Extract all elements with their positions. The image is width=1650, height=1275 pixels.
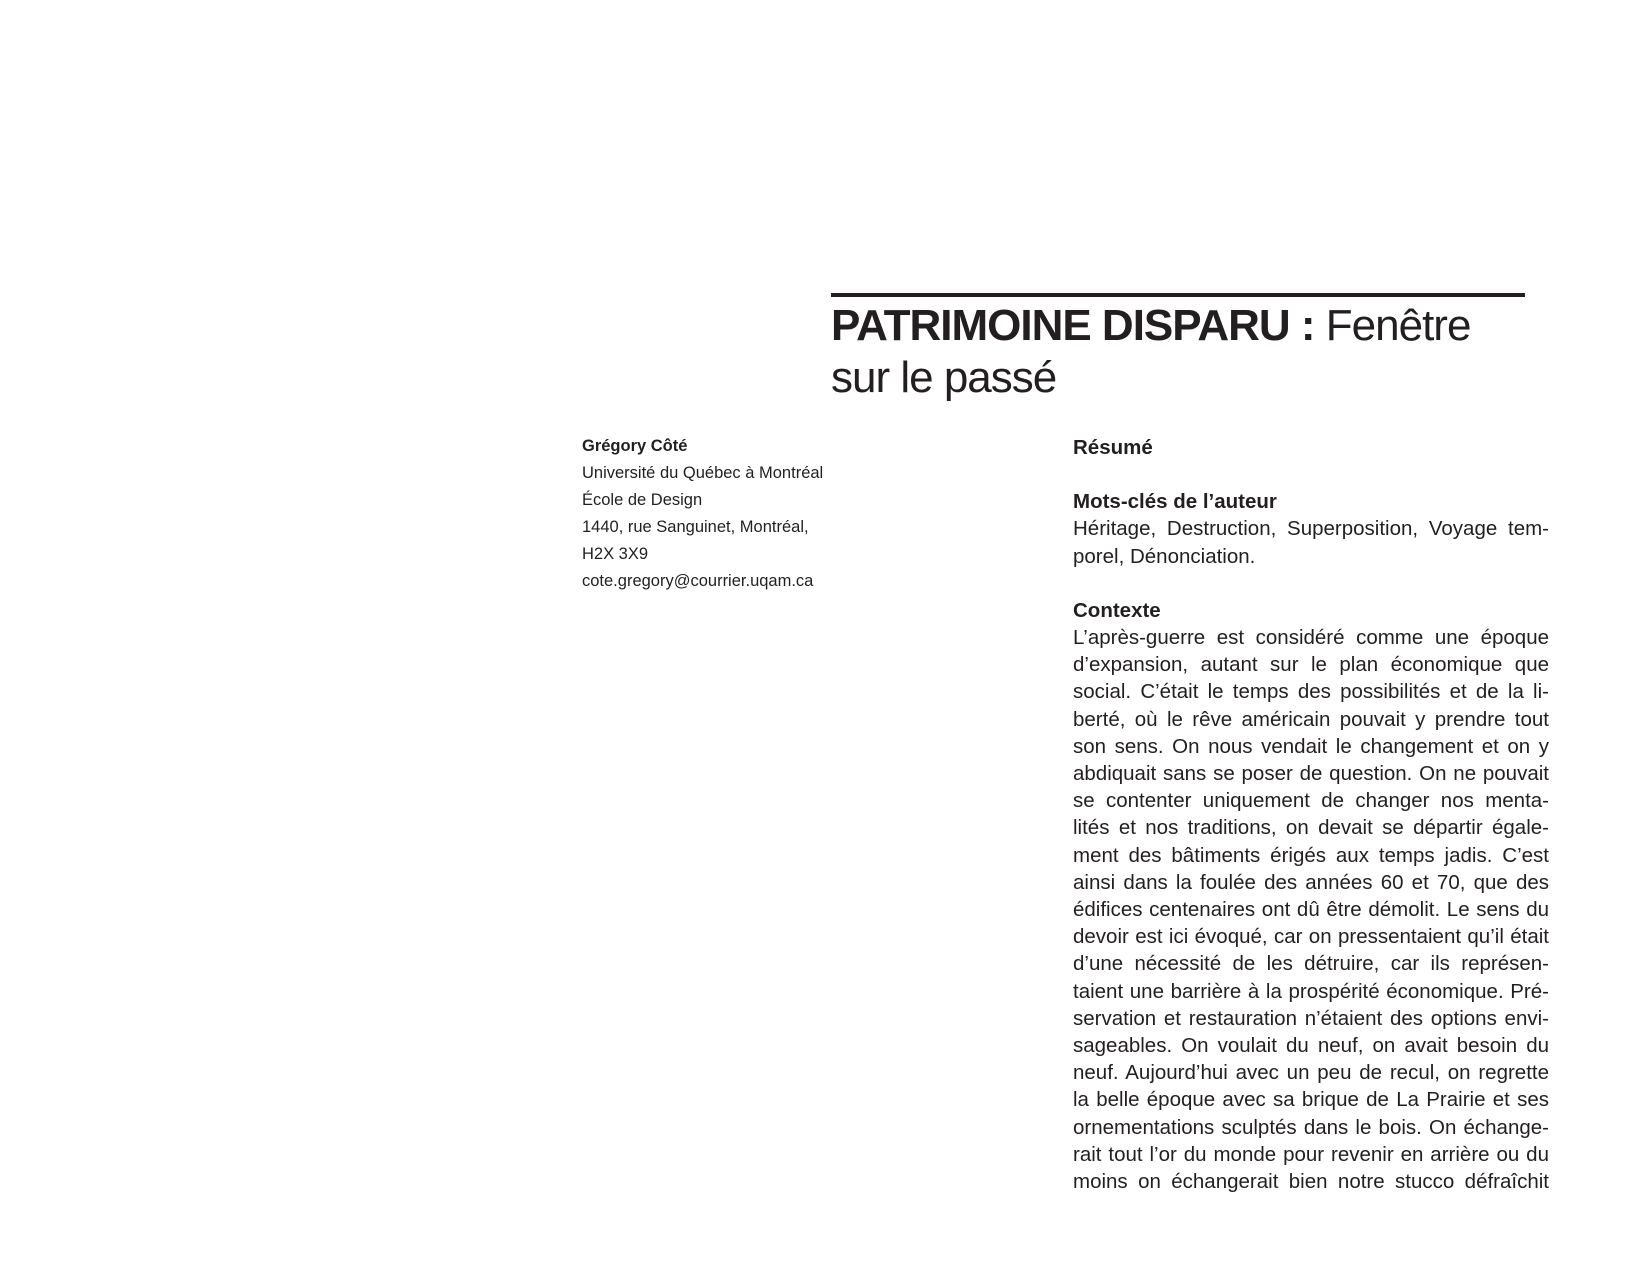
author-address-line1: 1440, rue Sanguinet, Montréal, [582, 518, 809, 536]
context-line: moins on échangerait bien notre stucco défraîchit [1073, 1170, 1549, 1194]
context-line: abdiquait sans se poser de question. On ne pouvait [1073, 762, 1549, 786]
context-line: rait tout l’or du monde pour revenir en arrière ou du [1073, 1142, 1549, 1166]
context-line: servation et restauration n’étaient des options envi- [1073, 1006, 1549, 1030]
context-line: devoir est ici évoqué, car on pressentaient qu’il était [1073, 925, 1549, 949]
author-school: École de Design [582, 491, 703, 509]
context-line: ornementations sculptés dans le bois. On échange- [1073, 1115, 1549, 1139]
context-line: neuf. Aujourd’hui avec un peu de recul, on regrette [1073, 1061, 1549, 1085]
author-address-line2: H2X 3X9 [582, 545, 649, 563]
context-line: berté, où le rêve américain pouvait y prendre tout [1073, 707, 1549, 731]
context-line: la belle époque avec sa brique de La Prairie et ses [1073, 1088, 1549, 1112]
keywords-heading: Mots-clés de l’auteur [1073, 490, 1277, 514]
context-line: ment des bâtiments érigés aux temps jadis. C’est [1073, 843, 1549, 867]
keywords-line: Héritage, Destruction, Superposition, Voyage tem- [1073, 517, 1549, 541]
context-line: social. C’était le temps des possibilités et de la li- [1073, 680, 1549, 704]
context-line: sageables. On voulait du neuf, on avait besoin du [1073, 1034, 1549, 1058]
resume-section [1073, 434, 1549, 461]
keywords-text [1073, 515, 1549, 569]
context-line: d’une nécessité de les détruire, car ils représen- [1073, 952, 1549, 976]
context-line: lités et nos traditions, on devait se départir égale- [1073, 816, 1549, 840]
context-line: taient une barrière à la prospérité économique. Pré- [1073, 979, 1549, 1003]
keywords-line: porel, Dénonciation. [1073, 544, 1256, 568]
title-separator: : [1289, 301, 1326, 350]
document-title [831, 300, 1531, 404]
context-line: L’après-guerre est considéré comme une époque [1073, 626, 1549, 650]
author-block [582, 433, 882, 595]
author-email: cote.gregory@courrier.uqam.ca [582, 572, 814, 590]
title-subtitle: Fenêtre sur le passé [831, 301, 1471, 402]
author-institution: Université du Québec à Montréal [582, 464, 824, 482]
keywords-section [1073, 488, 1549, 570]
context-text [1073, 624, 1549, 1195]
context-line: d’expansion, autant sur le plan économique que [1073, 653, 1549, 677]
context-heading: Contexte [1073, 598, 1161, 622]
resume-heading: Résumé [1073, 436, 1153, 459]
context-line: édifices centenaires ont dû être démolit. Le sens du [1073, 898, 1549, 922]
context-line: se contenter uniquement de changer nos menta- [1073, 789, 1549, 813]
title-bold-part: PATRIMOINE DISPARU [831, 301, 1290, 350]
context-line: son sens. On nous vendait le changement et on y [1073, 734, 1549, 758]
context-line: ainsi dans la foulée des années 60 et 70, que des [1073, 870, 1549, 894]
title-rule [831, 293, 1525, 297]
main-column [1073, 434, 1549, 1222]
author-name: Grégory Côté [582, 437, 688, 455]
context-section [1073, 597, 1549, 1195]
